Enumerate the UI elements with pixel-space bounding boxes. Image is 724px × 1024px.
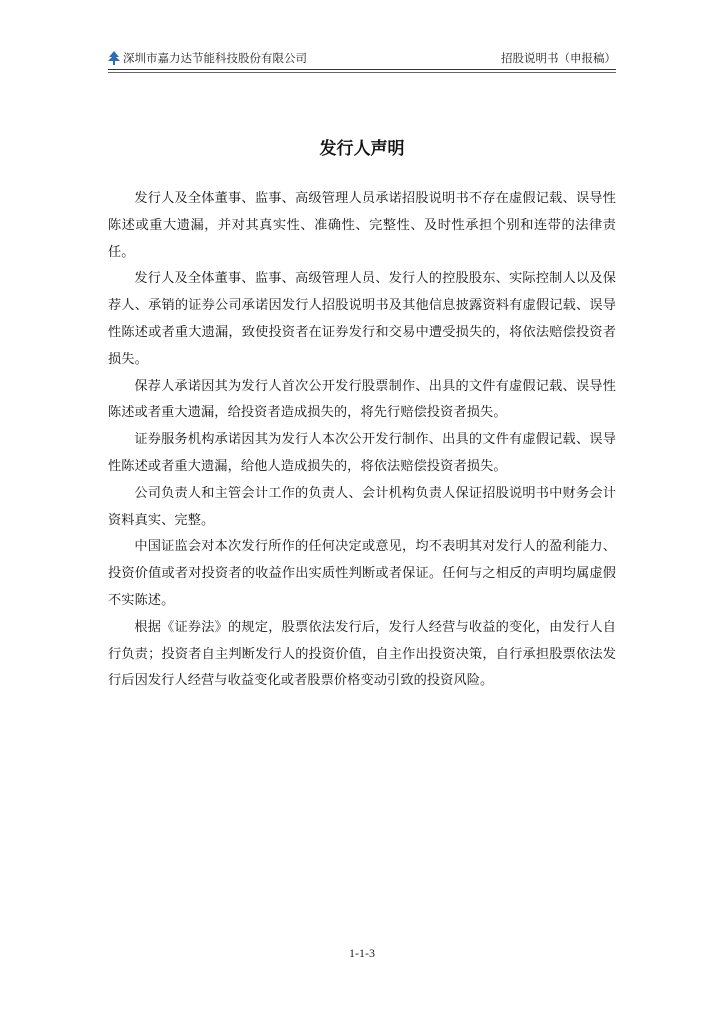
paragraph: 保荐人承诺因其为发行人首次公开发行股票制作、出具的文件有虚假记载、误导性陈述或者重大遗漏，给投资者造成损失的，将先行赔偿投资者损失。 <box>108 378 616 421</box>
header-left <box>108 50 307 66</box>
paragraph: 根据《证券法》的规定，股票依法发行后，发行人经营与收益的变化，由发行人自行负责；投资者自主判断发行人的投资价值，自主作出投资决策，自行承担股票依法发行后因发行人经营与收益变化或者股票价格变动引致的投资风险。 <box>108 619 616 689</box>
paragraph: 公司负责人和主管会计工作的负责人、会计机构负责人保证招股说明书中财务会计资料真实、完整。 <box>108 485 616 528</box>
header-rule-thin <box>108 72 616 73</box>
paragraph: 发行人及全体董事、监事、高级管理人员承诺招股说明书不存在虚假记载、误导性陈述或重大遗漏，并对其真实性、准确性、完整性、及时性承担个别和连带的法律责任。 <box>108 191 616 260</box>
page-header <box>108 48 616 68</box>
paragraph: 发行人及全体董事、监事、高级管理人员、发行人的控股股东、实际控制人以及保荐人、承销的证券公司承诺因发行人招股说明书及其他信息披露资料有虚假记载、误导性陈述或者重大遗漏，致使投资者在证券发行和交易中遭受损失的，将依法赔偿投资者损失。 <box>108 271 616 367</box>
company-logo-icon <box>108 51 120 65</box>
header-company-name: 深圳市嘉力达节能科技股份有限公司 <box>123 51 307 65</box>
paragraph: 证券服务机构承诺因其为发行人本次公开发行制作、出具的文件有虚假记载、误导性陈述或者重大遗漏，给他人造成损失的，将依法赔偿投资者损失。 <box>108 432 616 474</box>
header-doc-type: 招股说明书（申报稿） <box>501 51 616 65</box>
paragraph: 中国证监会对本次发行所作的任何决定或意见，均不表明其对发行人的盈利能力、投资价值或者对投资者的收益作出实质性判断或者保证。任何与之相反的声明均属虚假不实陈述。 <box>108 539 616 608</box>
page-title: 发行人声明 <box>319 139 405 159</box>
statement-body <box>108 186 616 695</box>
header-rule <box>108 69 616 70</box>
page-number: 1-1-3 <box>349 946 375 960</box>
